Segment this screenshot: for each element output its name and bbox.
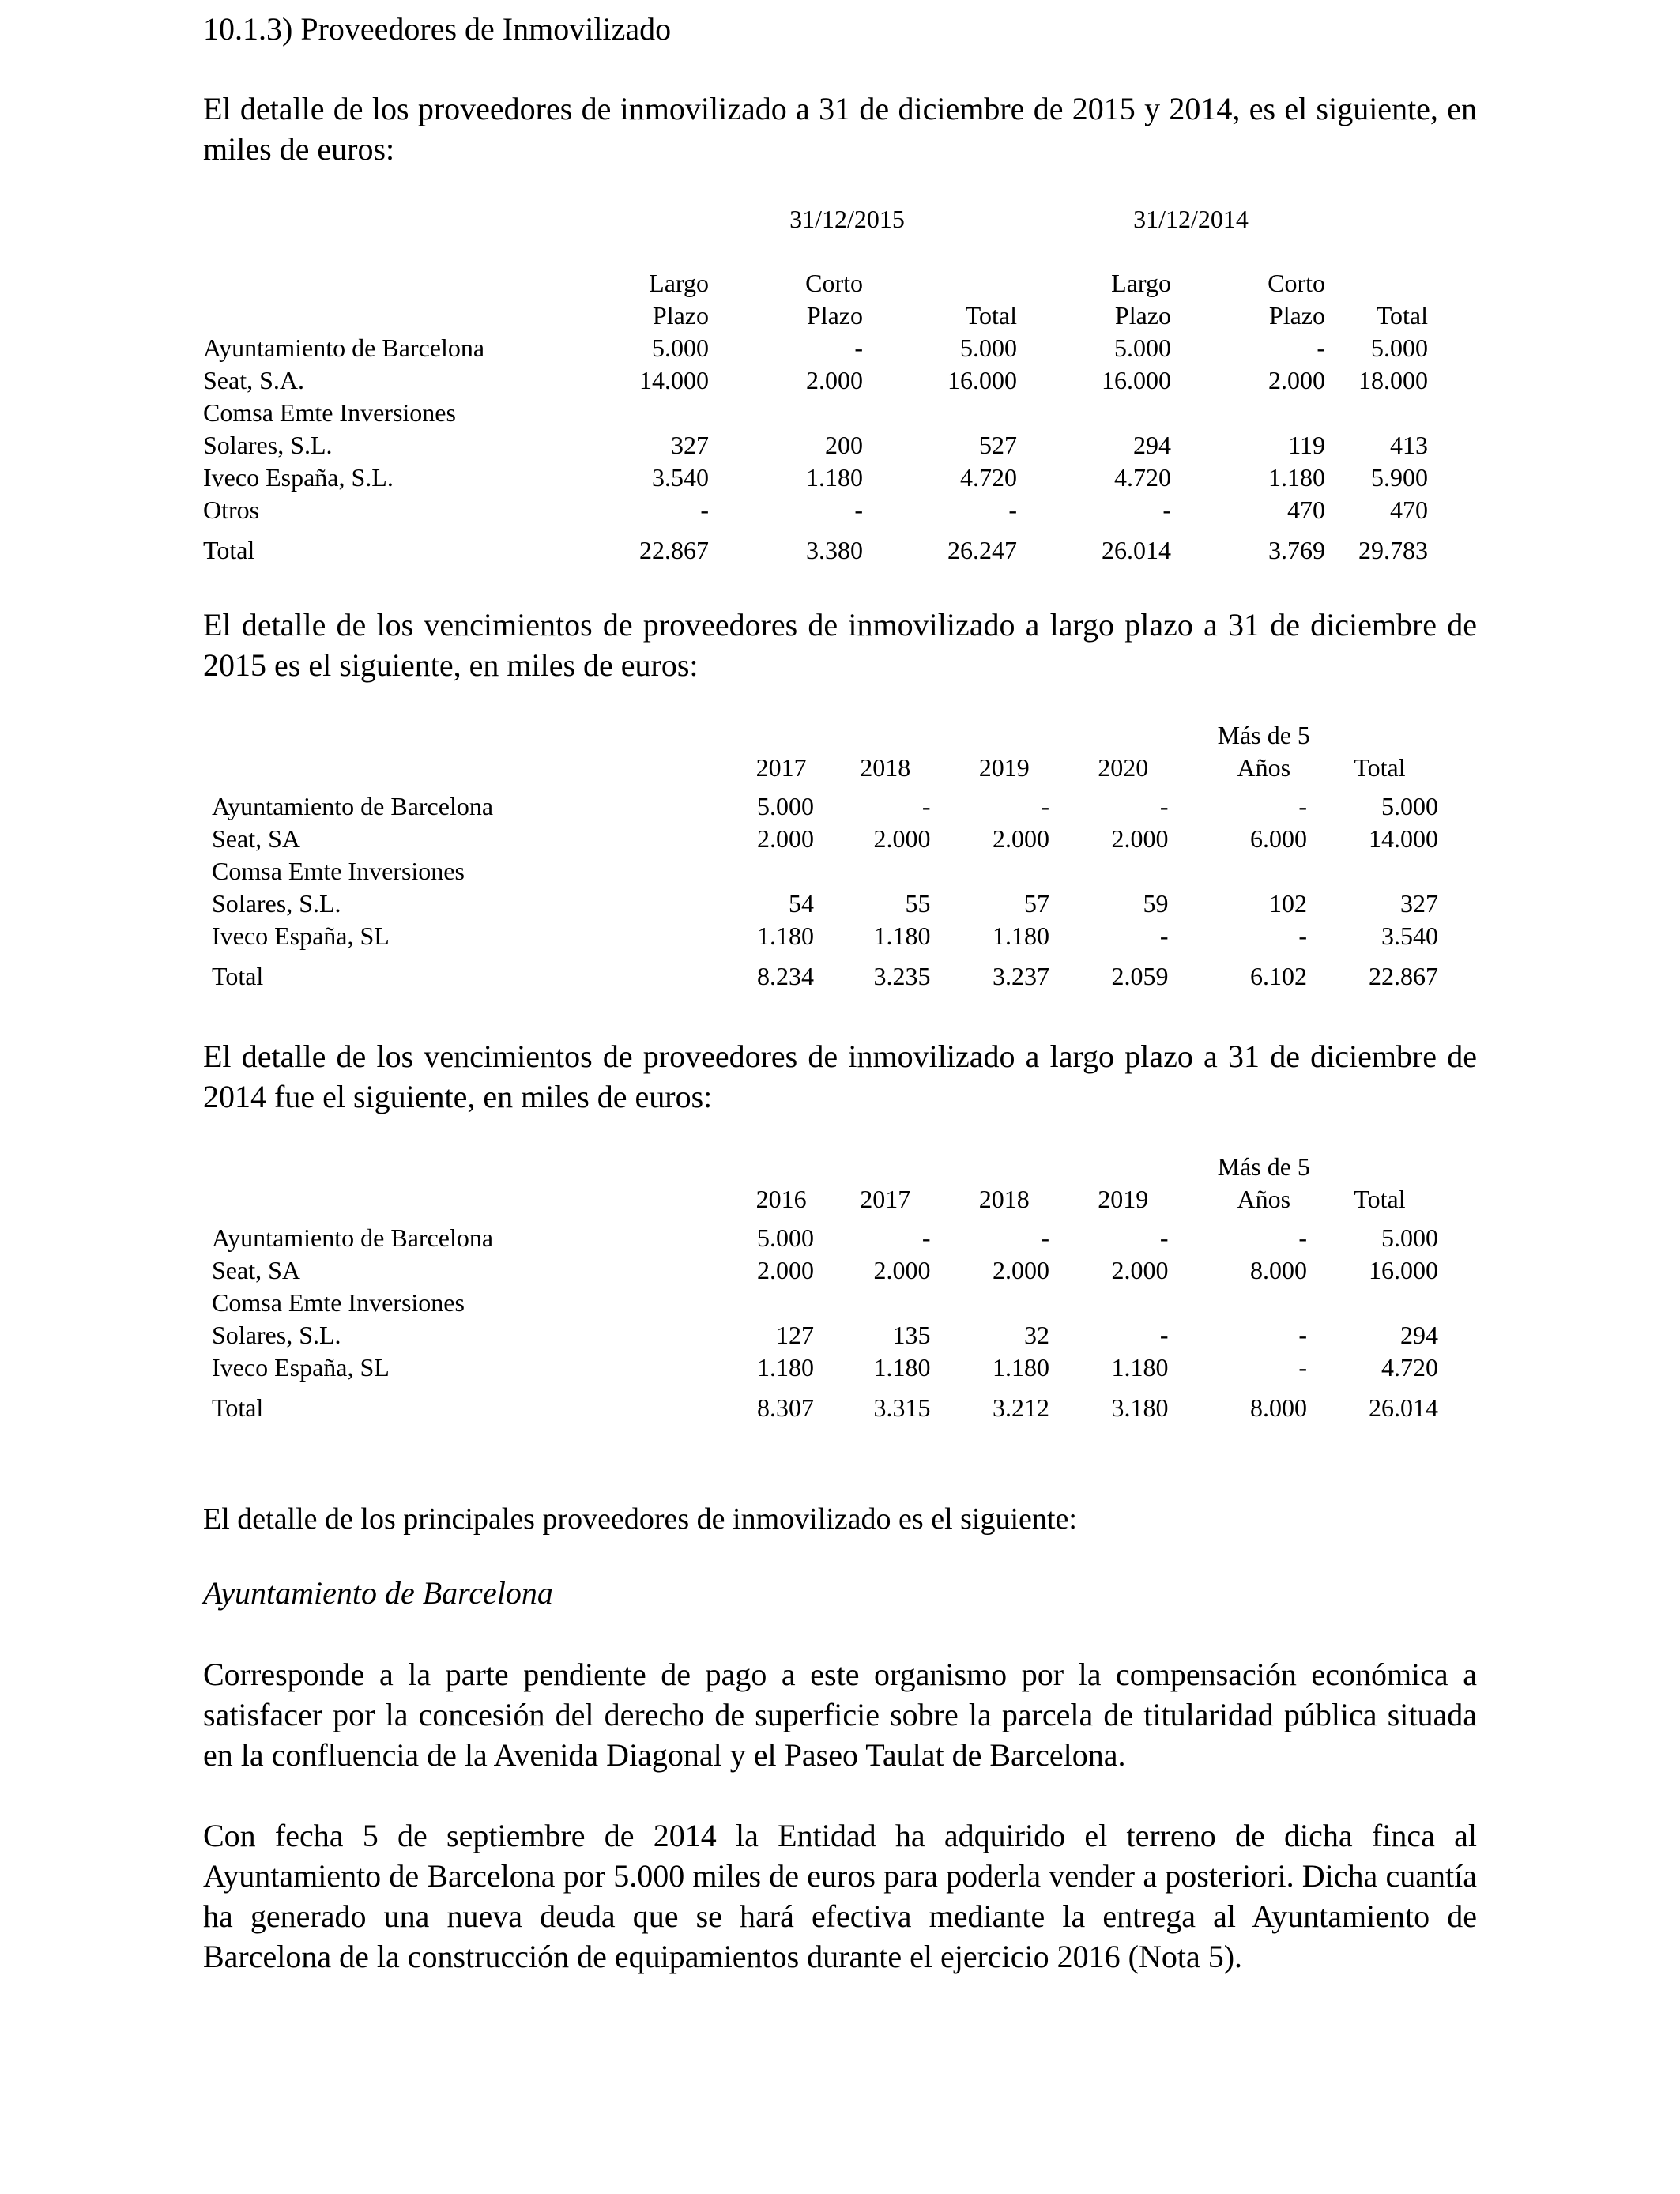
table3-header-row-1 [212,1151,1438,1183]
body-paragraph-1: Corresponde a la parte pendiente de pago a este organismo por la compensación económica a satisfacer por la concesión del derecho de superficie sobre la parcela de titularidad pública situada en la confluencia de la Avenida Diagonal y el Paseo Taulat de Barcelona. [203,1657,1477,1773]
table-row: Seat, SA 2.000 2.000 2.000 2.000 6.000 14.000 [212,824,1438,853]
col-largo-2015: Largo [649,269,709,297]
table-row: Iveco España, SL 1.180 1.180 1.180 - - 3.540 [212,922,1438,950]
section-title: 10.1.3) Proveedores de Inmovilizado [203,11,672,47]
table-row-label-line: Comsa Emte Inversiones [203,398,456,427]
col-corto-2015: Corto [805,269,863,297]
table1-header-row-2 [203,300,1428,332]
col-plazo-2014-c: Plazo [1268,301,1325,330]
table2-header-row-1 [212,719,1438,752]
body-paragraph-2: Con fecha 5 de septiembre de 2014 la Entidad ha adquirido el terreno de dicha finca al Ayuntamiento de Barcelona por 5.000 miles de euros para poderla vender a posteriori. Dicha cuantía ha generado una nueva deuda que se hará efectiva mediante la entrega al Ayuntamiento de Barcelona de la construcción de equipamientos durante el ejercicio 2016 (Nota 5). [203,1818,1477,1974]
intro-paragraph-1: El detalle de los proveedores de inmovilizado a 31 de diciembre de 2015 y 2014, es el siguiente, en miles de euros: [203,91,1477,167]
table-total-row: Total 8.307 3.315 3.212 3.180 8.000 26.014 [212,1393,1438,1422]
maturities-table-2015 [212,719,1438,993]
col-corto-2014: Corto [1268,269,1325,297]
table-row-label-line: Comsa Emte Inversiones [212,1288,465,1317]
period-2014: 31/12/2014 [1133,205,1249,233]
col-mas-de-5: Más de 5 [1217,721,1310,749]
table-row: Seat, SA 2.000 2.000 2.000 2.000 8.000 16.000 [212,1256,1438,1284]
col-mas-de-5: Más de 5 [1217,1152,1310,1181]
table1-period-row [203,203,1428,236]
period-2015: 31/12/2015 [789,205,905,233]
intro-paragraph-4: El detalle de los principales proveedores de inmovilizado es el siguiente: [203,1502,1077,1536]
table-total-row: Total 8.234 3.235 3.237 2.059 6.102 22.867 [212,962,1438,990]
intro-paragraph-3: El detalle de los vencimientos de proveedores de inmovilizado a largo plazo a 31 de diciembre de 2014 fue el siguiente, en miles de euros: [203,1039,1477,1114]
table3-header-row-2: 2016 2017 2018 2019 Años Total [755,1185,1406,1213]
table-row: Seat, S.A. 14.000 2.000 16.000 16.000 2.000 18.000 [203,366,1428,394]
maturities-table-2014 [212,1151,1438,1424]
table-row: Iveco España, S.L. 3.540 1.180 4.720 4.720 1.180 5.900 [203,463,1428,492]
intro-paragraph-2: El detalle de los vencimientos de proveedores de inmovilizado a largo plazo a 31 de diciembre de 2015 es el siguiente, en miles de euros: [203,607,1477,683]
table-row: Solares, S.L. 54 55 57 59 102 327 [212,889,1438,918]
col-total-2015: Total [965,301,1017,330]
table-row-label-line: Comsa Emte Inversiones [212,857,465,885]
col-total-2014: Total [1376,301,1428,330]
suppliers-table-2015-2014 [203,203,1428,567]
table-row: Solares, S.L. 327 200 527 294 119 413 [203,431,1428,459]
table-row: Iveco España, SL 1.180 1.180 1.180 1.180 - 4.720 [212,1353,1438,1382]
subheading-ayuntamiento: Ayuntamiento de Barcelona [203,1575,553,1611]
col-plazo-2015-l: Plazo [652,301,709,330]
table-row: Otros - - - - 470 470 [203,496,1428,524]
col-plazo-2015-c: Plazo [806,301,863,330]
table-row: Ayuntamiento de Barcelona 5.000 - - - - 5.000 [212,792,1438,820]
table-row: Ayuntamiento de Barcelona 5.000 - - - - 5.000 [212,1223,1438,1252]
table-row: Solares, S.L. 127 135 32 - - 294 [212,1321,1438,1349]
col-largo-2014: Largo [1111,269,1171,297]
table1-header-row-1 [203,267,1428,300]
table2-header-row-2: 2017 2018 2019 2020 Años Total [755,753,1406,782]
table-row: Ayuntamiento de Barcelona 5.000 - 5.000 5.000 - 5.000 [203,334,1428,362]
col-plazo-2014-l: Plazo [1114,301,1171,330]
table-total-row: Total 22.867 3.380 26.247 26.014 3.769 29.783 [203,536,1428,564]
